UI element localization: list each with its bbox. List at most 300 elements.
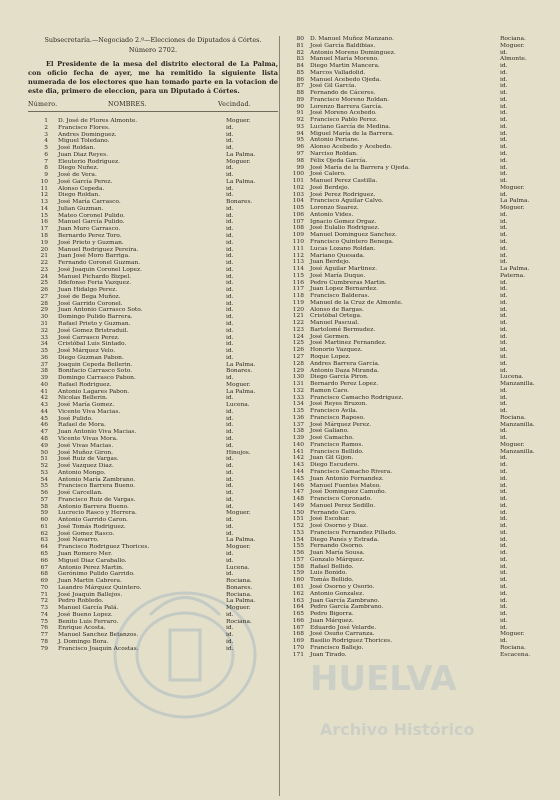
elector-vecindad: id. xyxy=(500,130,508,137)
elector-row xyxy=(28,294,278,301)
elector-vecindad: id. xyxy=(226,341,234,348)
elector-vecindad: Rociana. xyxy=(500,36,526,42)
elector-name: Diego Nuñez. xyxy=(58,165,99,172)
elector-number: 65 xyxy=(40,551,48,557)
elector-name: Manuel Sanchez Betanzos. xyxy=(58,632,139,639)
elector-name: Francisco Aguilar Calvo. xyxy=(310,198,384,205)
elector-vecindad: id. xyxy=(226,320,234,327)
elector-vecindad: id. xyxy=(500,428,508,435)
elector-row xyxy=(28,389,278,396)
elector-name: Fernando Caro. xyxy=(310,509,357,516)
elector-number: 99 xyxy=(296,164,304,171)
elector-row xyxy=(284,253,550,260)
elector-row xyxy=(284,70,550,77)
elector-vecindad: Moguer. xyxy=(226,381,251,388)
elector-vecindad: Moguer. xyxy=(226,605,251,612)
elector-row xyxy=(284,347,550,354)
elector-name: Diego Panés y Estrada. xyxy=(310,536,380,543)
header-names: NOMBRES. xyxy=(108,101,147,108)
elector-number: 43 xyxy=(40,402,48,409)
elector-vecindad: id. xyxy=(500,516,508,523)
elector-number: 2 xyxy=(44,124,48,131)
elector-vecindad: id. xyxy=(500,286,508,293)
elector-number: 63 xyxy=(40,537,48,544)
elector-name: Diego Martin Mancera. xyxy=(310,63,380,70)
elector-vecindad: id. xyxy=(226,638,234,645)
elector-number: 132 xyxy=(292,387,304,394)
elector-number: 141 xyxy=(292,448,304,455)
elector-name: Francisco Ruiz de Vargas. xyxy=(58,496,136,503)
elector-name: Juan María Sousa. xyxy=(310,550,365,557)
elector-name: Francisco Flores. xyxy=(58,124,110,131)
elector-number: 84 xyxy=(296,63,304,70)
elector-vecindad: id. xyxy=(500,435,508,442)
elector-number: 74 xyxy=(40,611,48,618)
elector-row xyxy=(28,233,278,240)
elector-number: 93 xyxy=(296,123,304,130)
elector-row xyxy=(284,36,550,43)
elector-row xyxy=(284,63,550,70)
elector-row xyxy=(284,469,550,476)
elector-vecindad: id. xyxy=(226,314,234,321)
elector-name: José Perez Rodriguez. xyxy=(310,191,376,198)
elector-name: Francisco Pablo Perez. xyxy=(310,117,378,124)
elector-vecindad: id. xyxy=(500,238,508,245)
elector-number: 159 xyxy=(292,570,304,577)
elector-vecindad: id. xyxy=(226,165,234,172)
elector-row xyxy=(284,652,550,659)
elector-vecindad: Moguer. xyxy=(226,510,251,517)
elector-number: 136 xyxy=(292,414,304,421)
elector-vecindad: id. xyxy=(500,617,508,624)
elector-vecindad: id. xyxy=(226,219,234,226)
elector-name: Juan Romero Mer. xyxy=(58,551,113,557)
elector-row xyxy=(284,631,550,638)
elector-row xyxy=(284,158,550,165)
elector-row xyxy=(284,476,550,483)
elector-row xyxy=(28,355,278,362)
elector-number: 50 xyxy=(40,449,48,456)
elector-name: Francisco Coronado. xyxy=(310,496,372,503)
elector-vecindad: id. xyxy=(226,280,234,287)
elector-name: Domingo Pulido Barrera. xyxy=(58,314,133,321)
elector-row xyxy=(284,239,550,246)
elector-name: Alonso Acebedo y Acebedo. xyxy=(310,144,392,151)
elector-vecindad: id. xyxy=(500,577,508,584)
elector-number: 101 xyxy=(292,178,304,185)
elector-vecindad: id. xyxy=(226,645,234,652)
elector-row xyxy=(28,314,278,321)
elector-row xyxy=(284,198,550,205)
elector-number: 142 xyxy=(292,455,304,462)
elector-vecindad: id. xyxy=(500,469,508,475)
elector-number: 167 xyxy=(292,624,304,631)
elector-vecindad: id. xyxy=(226,239,234,246)
elector-number: 95 xyxy=(296,137,304,144)
elector-name: José Vivas Macias. xyxy=(58,442,114,449)
elector-row xyxy=(28,504,278,511)
elector-row xyxy=(28,551,278,558)
elector-row xyxy=(28,578,278,585)
elector-number: 151 xyxy=(292,516,304,523)
elector-vecindad: id. xyxy=(500,225,508,232)
elector-name: Cristóbal Luis Sintado. xyxy=(58,341,127,348)
elector-number: 82 xyxy=(296,49,304,56)
elector-vecindad: Hinojos. xyxy=(226,449,251,456)
elector-number: 117 xyxy=(292,286,304,293)
elector-number: 16 xyxy=(40,219,48,226)
elector-vecindad: id. xyxy=(500,611,508,618)
elector-row xyxy=(284,591,550,598)
elector-name: José María Carrasco. xyxy=(58,199,121,206)
elector-vecindad: id. xyxy=(500,63,508,70)
elector-number: 4 xyxy=(44,138,48,145)
elector-number: 72 xyxy=(40,598,48,605)
elector-row xyxy=(284,530,550,537)
elector-vecindad: Manzanilla. xyxy=(500,381,535,388)
elector-number: 15 xyxy=(40,212,48,219)
elector-vecindad: id. xyxy=(500,624,508,631)
elector-name: José Joaquin Coronel Lopez. xyxy=(58,266,142,273)
elector-name: Miguel Diaz Caraballo. xyxy=(58,557,127,564)
elector-name: Joaquin Cepeda Bellerin. xyxy=(58,361,133,368)
elector-number: 21 xyxy=(40,253,48,260)
elector-number: 81 xyxy=(296,42,304,49)
elector-number: 26 xyxy=(40,287,48,294)
elector-row xyxy=(28,240,278,247)
elector-name: Antonio Vides. xyxy=(310,211,354,218)
elector-row xyxy=(284,604,550,611)
elector-name: Julian Guzman. xyxy=(58,205,104,212)
elector-name: Alonso de Bargas. xyxy=(310,306,364,313)
elector-vecindad: id. xyxy=(500,157,508,164)
elector-vecindad: id. xyxy=(500,523,508,530)
elector-vecindad: id. xyxy=(500,178,508,185)
elector-row xyxy=(284,192,550,199)
elector-vecindad: id. xyxy=(500,103,508,110)
elector-vecindad: id. xyxy=(500,218,508,225)
elector-vecindad: id. xyxy=(500,496,508,503)
elector-name: Diego Escudero. xyxy=(310,462,360,469)
elector-name: José García Baldibias. xyxy=(310,42,376,49)
elector-vecindad: id. xyxy=(226,145,234,152)
elector-number: 98 xyxy=(296,157,304,164)
elector-name: Francisco Quintero Benega. xyxy=(310,238,394,245)
elector-row xyxy=(28,280,278,287)
elector-name: José Márquez Velo. xyxy=(58,348,116,355)
elector-number: 19 xyxy=(40,239,48,246)
elector-number: 88 xyxy=(296,90,304,97)
elector-row xyxy=(28,585,278,592)
elector-number: 130 xyxy=(292,374,304,381)
elector-vecindad: id. xyxy=(500,536,508,543)
elector-row xyxy=(284,327,550,334)
elector-vecindad: id. xyxy=(500,90,508,97)
elector-number: 41 xyxy=(40,388,48,395)
elector-name: Leandro Márquez Quintero. xyxy=(58,584,142,591)
elector-name: Juan Muro Carrasco. xyxy=(58,226,121,233)
elector-vecindad: id. xyxy=(500,49,508,56)
elector-number: 28 xyxy=(40,300,48,307)
elector-vecindad: id. xyxy=(500,387,508,394)
elector-name: Francisco Rodriguez Thorices. xyxy=(58,544,150,551)
elector-vecindad: id. xyxy=(500,279,508,286)
elector-number: 106 xyxy=(292,211,304,218)
elector-vecindad: id. xyxy=(226,408,234,415)
elector-number: 139 xyxy=(292,435,304,442)
elector-name: José Camacho. xyxy=(310,435,354,442)
elector-row xyxy=(28,348,278,355)
elector-name: José Berdejo. xyxy=(310,184,350,191)
elector-row xyxy=(28,118,278,125)
elector-number: 87 xyxy=(296,83,304,90)
elector-number: 135 xyxy=(292,408,304,415)
elector-name: Antonio Gonzalez. xyxy=(310,590,365,597)
elector-vecindad: id. xyxy=(226,571,234,578)
elector-number: 113 xyxy=(292,259,304,266)
elector-row xyxy=(284,374,550,381)
elector-name: Juan Antonio Viva Macias. xyxy=(58,429,137,436)
elector-row xyxy=(28,429,278,436)
elector-name: Basilio Rodriguez Thorices. xyxy=(310,638,393,645)
elector-name: Francisco Ballejo. xyxy=(310,644,364,651)
elector-number: 83 xyxy=(296,56,304,63)
elector-row xyxy=(284,584,550,591)
elector-number: 154 xyxy=(292,536,304,543)
elector-vecindad: id. xyxy=(500,543,508,550)
elector-row xyxy=(284,124,550,131)
elector-name: Mateo Coronel Pulido. xyxy=(58,212,125,219)
elector-name: Mariano Quesada. xyxy=(310,252,365,259)
elector-vecindad: id. xyxy=(226,435,234,442)
elector-number: 118 xyxy=(292,293,304,300)
elector-number: 51 xyxy=(40,456,48,463)
elector-number: 105 xyxy=(292,205,304,212)
elector-number: 115 xyxy=(292,272,304,279)
left-column xyxy=(28,36,278,652)
elector-row xyxy=(28,524,278,531)
elector-vecindad: id. xyxy=(500,590,508,597)
elector-number: 110 xyxy=(292,238,304,245)
elector-vecindad: id. xyxy=(500,550,508,557)
elector-number: 90 xyxy=(296,103,304,110)
elector-vecindad: id. xyxy=(500,367,508,374)
elector-row xyxy=(28,510,278,517)
elector-row xyxy=(28,206,278,213)
elector-name: Francisco Camacho Rodriguez. xyxy=(310,394,404,401)
elector-vecindad: Moguer. xyxy=(500,441,525,448)
elector-row xyxy=(284,273,550,280)
elector-row xyxy=(28,253,278,260)
elector-vecindad: id. xyxy=(500,96,508,103)
elector-name: Diego García Piron. xyxy=(310,374,369,381)
elector-number: 104 xyxy=(292,198,304,205)
elector-row xyxy=(28,477,278,484)
elector-row xyxy=(284,43,550,50)
elector-name: José Muñoz Giron. xyxy=(58,449,114,456)
elector-number: 34 xyxy=(40,341,48,348)
elector-row xyxy=(284,320,550,327)
elector-row xyxy=(28,274,278,281)
elector-name: Francisco Barrera Bueno. xyxy=(58,483,136,490)
elector-name: Pedro Cumbreras Martin. xyxy=(310,279,387,286)
elector-row xyxy=(28,125,278,132)
elector-row xyxy=(28,260,278,267)
elector-row xyxy=(28,328,278,335)
elector-vecindad: id. xyxy=(226,354,234,361)
elector-row xyxy=(28,632,278,639)
elector-vecindad: id. xyxy=(500,360,508,367)
elector-vecindad: id. xyxy=(226,246,234,253)
elector-row xyxy=(28,558,278,565)
elector-vecindad: id. xyxy=(500,455,508,462)
elector-name: Enrique Acosta. xyxy=(58,625,106,632)
elector-vecindad: id. xyxy=(500,123,508,130)
elector-row xyxy=(284,638,550,645)
elector-row xyxy=(28,321,278,328)
elector-number: 146 xyxy=(292,482,304,489)
elector-row xyxy=(284,449,550,456)
elector-vecindad: id. xyxy=(226,266,234,273)
elector-name: Ignacio Gomez Orgaz. xyxy=(310,218,377,225)
elector-name: Diego Guzman Pabon. xyxy=(58,354,124,361)
elector-name: Bernardo Perez Lopez. xyxy=(310,381,379,388)
elector-name: José Eulalio Rodriguez. xyxy=(310,225,380,232)
elector-number: 85 xyxy=(296,69,304,76)
elector-number: 8 xyxy=(44,165,48,172)
elector-number: 58 xyxy=(40,503,48,510)
elector-name: Juan Martin Cabrera. xyxy=(58,578,122,585)
elector-name: Bonifacio Carrasco Soto. xyxy=(58,368,133,375)
elector-row xyxy=(284,90,550,97)
elector-vecindad: id. xyxy=(500,408,508,415)
elector-vecindad: id. xyxy=(500,313,508,320)
elector-name: Antonio María Zambrano. xyxy=(58,476,136,483)
elector-name: Rafael Bellido. xyxy=(310,563,354,570)
elector-number: 6 xyxy=(44,151,48,158)
elector-row xyxy=(28,470,278,477)
elector-number: 62 xyxy=(40,530,48,537)
elector-name: Manuel de la Cruz de Almonte. xyxy=(310,299,403,306)
elector-number: 86 xyxy=(296,76,304,83)
elector-number: 61 xyxy=(40,523,48,530)
elector-name: José Germen. xyxy=(310,333,351,340)
elector-name: Lorenzo Barrera García. xyxy=(310,103,383,110)
elector-vecindad: id. xyxy=(500,563,508,570)
elector-row xyxy=(284,151,550,158)
elector-row xyxy=(284,232,550,239)
elector-name: José María de la Barrera y Ojeda. xyxy=(310,164,410,171)
elector-name: Benito Luis Ferraro. xyxy=(58,618,119,625)
elector-name: José Márquez Perez. xyxy=(310,421,372,428)
elector-number: 121 xyxy=(292,313,304,320)
elector-vecindad: id. xyxy=(226,138,234,145)
elector-row xyxy=(28,226,278,233)
elector-number: 40 xyxy=(40,381,48,388)
elector-row xyxy=(284,185,550,192)
elector-vecindad: id. xyxy=(226,456,234,463)
elector-number: 103 xyxy=(292,191,304,198)
elector-name: Manuel Rodriguez Pereira. xyxy=(58,246,139,253)
elector-name: Narciso Roldan. xyxy=(310,151,358,158)
elector-number: 35 xyxy=(40,348,48,355)
elector-row xyxy=(28,463,278,470)
elector-name: Manuel Perez Castilla. xyxy=(310,178,378,185)
elector-row xyxy=(284,361,550,368)
elector-name: José Gomez Bristraduil. xyxy=(58,327,129,334)
elector-number: 32 xyxy=(40,327,48,334)
elector-name: Ildefonso Feria Vazquez. xyxy=(58,280,132,287)
elector-number: 24 xyxy=(40,273,48,280)
column-divider xyxy=(279,36,280,796)
elector-name: José Garrido Coronel. xyxy=(58,300,123,307)
elector-name: Antonio Lagares Pabon. xyxy=(58,388,130,395)
elector-name: Andres Dominguez. xyxy=(58,131,117,138)
elector-vecindad: Escacena. xyxy=(500,651,531,658)
elector-vecindad: id. xyxy=(226,395,234,402)
elector-name: Honorio Vazquez. xyxy=(310,347,363,354)
elector-name: Diego Roldan. xyxy=(58,192,101,199)
elector-number: 30 xyxy=(40,314,48,321)
elector-name: José Bueno Lopez. xyxy=(58,611,113,618)
elector-row xyxy=(28,625,278,632)
elector-name: Francisco Ramos. xyxy=(310,441,364,448)
elector-name: Lucas Lozano Roldan. xyxy=(310,245,376,252)
elector-row xyxy=(28,497,278,504)
elector-number: 56 xyxy=(40,490,48,497)
elector-vecindad: id. xyxy=(226,429,234,436)
elector-number: 91 xyxy=(296,110,304,117)
column-headers xyxy=(28,99,278,112)
elector-name: Francisco Balderas. xyxy=(310,293,370,300)
elector-name: Alonso Cepeda. xyxy=(58,185,105,192)
elector-name: Fernando Coronel Guzman. xyxy=(58,260,141,267)
elector-number: 54 xyxy=(40,476,48,483)
elector-number: 47 xyxy=(40,429,48,436)
elector-number: 114 xyxy=(292,266,304,273)
elector-vecindad: Moguer. xyxy=(226,158,251,165)
elector-row xyxy=(284,401,550,408)
elector-row xyxy=(284,388,550,395)
elector-name: Juan García Zambrano. xyxy=(310,597,380,604)
elector-number: 76 xyxy=(40,625,48,632)
elector-number: 49 xyxy=(40,442,48,449)
elector-vecindad: id. xyxy=(226,422,234,429)
elector-vecindad: id. xyxy=(500,151,508,158)
elector-name: José Pulido. xyxy=(58,415,93,422)
header-number: Número. xyxy=(28,101,58,108)
elector-row xyxy=(284,97,550,104)
elector-row xyxy=(284,381,550,388)
elector-vecindad: id. xyxy=(226,260,234,267)
elector-name: José Osuño Carranza. xyxy=(310,631,375,638)
elector-number: 5 xyxy=(44,145,48,152)
elector-number: 64 xyxy=(40,544,48,551)
elector-vecindad: id. xyxy=(500,597,508,604)
elector-number: 31 xyxy=(40,320,48,327)
elector-name: Miguel Toledano. xyxy=(58,138,110,145)
elector-row xyxy=(284,564,550,571)
elector-vecindad: id. xyxy=(226,327,234,334)
elector-row xyxy=(284,550,550,557)
elector-name: Juan José Moro Barriga. xyxy=(58,253,130,260)
elector-number: 53 xyxy=(40,469,48,476)
elector-number: 122 xyxy=(292,320,304,327)
right-column xyxy=(284,36,550,658)
elector-number: 12 xyxy=(40,192,48,199)
elector-name: Juan Antonio Carrasco Soto. xyxy=(58,307,143,314)
elector-name: José Calero. xyxy=(310,171,346,178)
